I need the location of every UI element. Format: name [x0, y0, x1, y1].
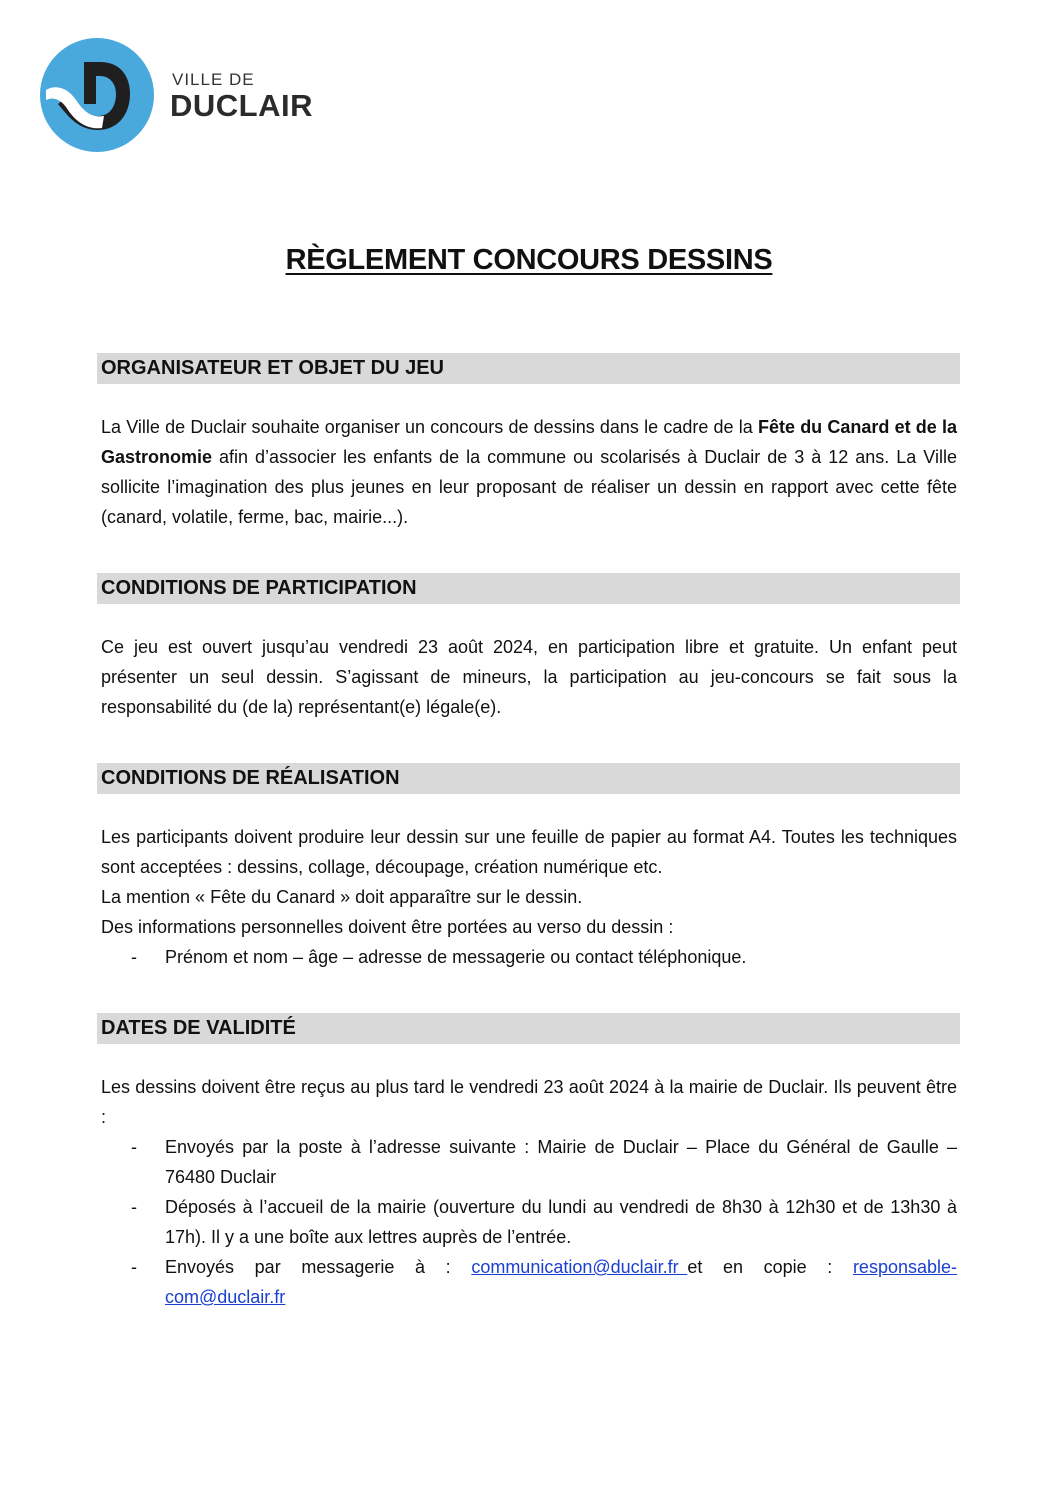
section-realisation-paragraph-2: La mention « Fête du Canard » doit apparaître sur le dessin. [101, 887, 583, 907]
section-header-dates [97, 1013, 960, 1044]
section-participation-paragraph: Ce jeu est ouvert jusqu’au vendredi 23 août 2024, en participation libre et gratuite. Un enfant peut présenter un seul dessin. S’agissant de mineurs, la participation au jeu-concours se fait sous la responsabilité du (de la) représentant(e) légale(e). [101, 637, 957, 717]
logo-small-text: VILLE DE [172, 70, 255, 89]
list-item [101, 1192, 957, 1252]
logo-big-text: DUCLAIR [170, 88, 313, 123]
section-realisation-paragraph-3: Des informations personnelles doivent être portées au verso du dessin : [101, 917, 674, 937]
email-link-responsable-com[interactable]: responsable-com@duclair.fr [165, 1257, 957, 1307]
bullet-dash: - [131, 1137, 137, 1157]
section-realisation-paragraph-1: Les participants doivent produire leur dessin sur une feuille de papier au format A4. Toutes les techniques sont acceptées : dessins, collage, découpage, création numérique etc. [101, 827, 957, 877]
section-header-participation [97, 573, 960, 604]
list-item [101, 1252, 957, 1312]
paragraph-text: La Ville de Duclair souhaite organiser un concours de dessins dans le cadre de la [101, 417, 758, 437]
dates-bullet-list [101, 1132, 957, 1312]
duclair-logo-icon [40, 38, 158, 156]
bullet-dash: - [131, 947, 137, 967]
list-item-text: et en copie : [687, 1257, 853, 1277]
email-link-communication[interactable]: communication@duclair.fr [471, 1257, 688, 1277]
list-item [101, 942, 957, 972]
section-header-realisation [97, 763, 960, 794]
list-item-text: Envoyés par messagerie à : [165, 1257, 472, 1277]
bullet-dash: - [131, 1197, 137, 1217]
section-dates-paragraph: Les dessins doivent être reçus au plus tard le vendredi 23 août 2024 à la mairie de Duclair. Ils peuvent être : [101, 1077, 957, 1127]
event-name-bold: Fête du Canard et de la Gastronomie [101, 417, 957, 467]
section-organisateur-paragraph [101, 412, 957, 532]
section-heading: CONDITIONS DE PARTICIPATION [101, 577, 417, 599]
realisation-bullet-list [101, 942, 957, 972]
section-heading: CONDITIONS DE RÉALISATION [101, 767, 400, 789]
bullet-dash: - [131, 1257, 137, 1277]
list-item-text: Envoyés par la poste à l’adresse suivante : Mairie de Duclair – Place du Général de Gaulle – 76480 Duclair [165, 1137, 957, 1187]
paragraph-text: afin d’associer les enfants de la commune ou scolarisés à Duclair de 3 à 12 ans. La Ville sollicite l’imagination des plus jeunes en leur proposant de réaliser un dessin en rapport avec cette fête (canard, volatile, ferme, bac, mairie...). [101, 447, 957, 527]
section-heading: ORGANISATEUR ET OBJET DU JEU [101, 357, 444, 379]
list-item-text: Prénom et nom – âge – adresse de messagerie ou contact téléphonique. [165, 947, 747, 967]
section-header-organisateur [97, 353, 960, 384]
list-item-text: Déposés à l’accueil de la mairie (ouverture du lundi au vendredi de 8h30 à 12h30 et de 13h30 à 17h). Il y a une boîte aux lettres auprès de l’entrée. [165, 1197, 957, 1247]
section-heading: DATES DE VALIDITÉ [101, 1017, 296, 1039]
list-item [101, 1132, 957, 1192]
page-title: RÈGLEMENT CONCOURS DESSINS [285, 244, 773, 276]
duclair-logo [40, 38, 340, 153]
